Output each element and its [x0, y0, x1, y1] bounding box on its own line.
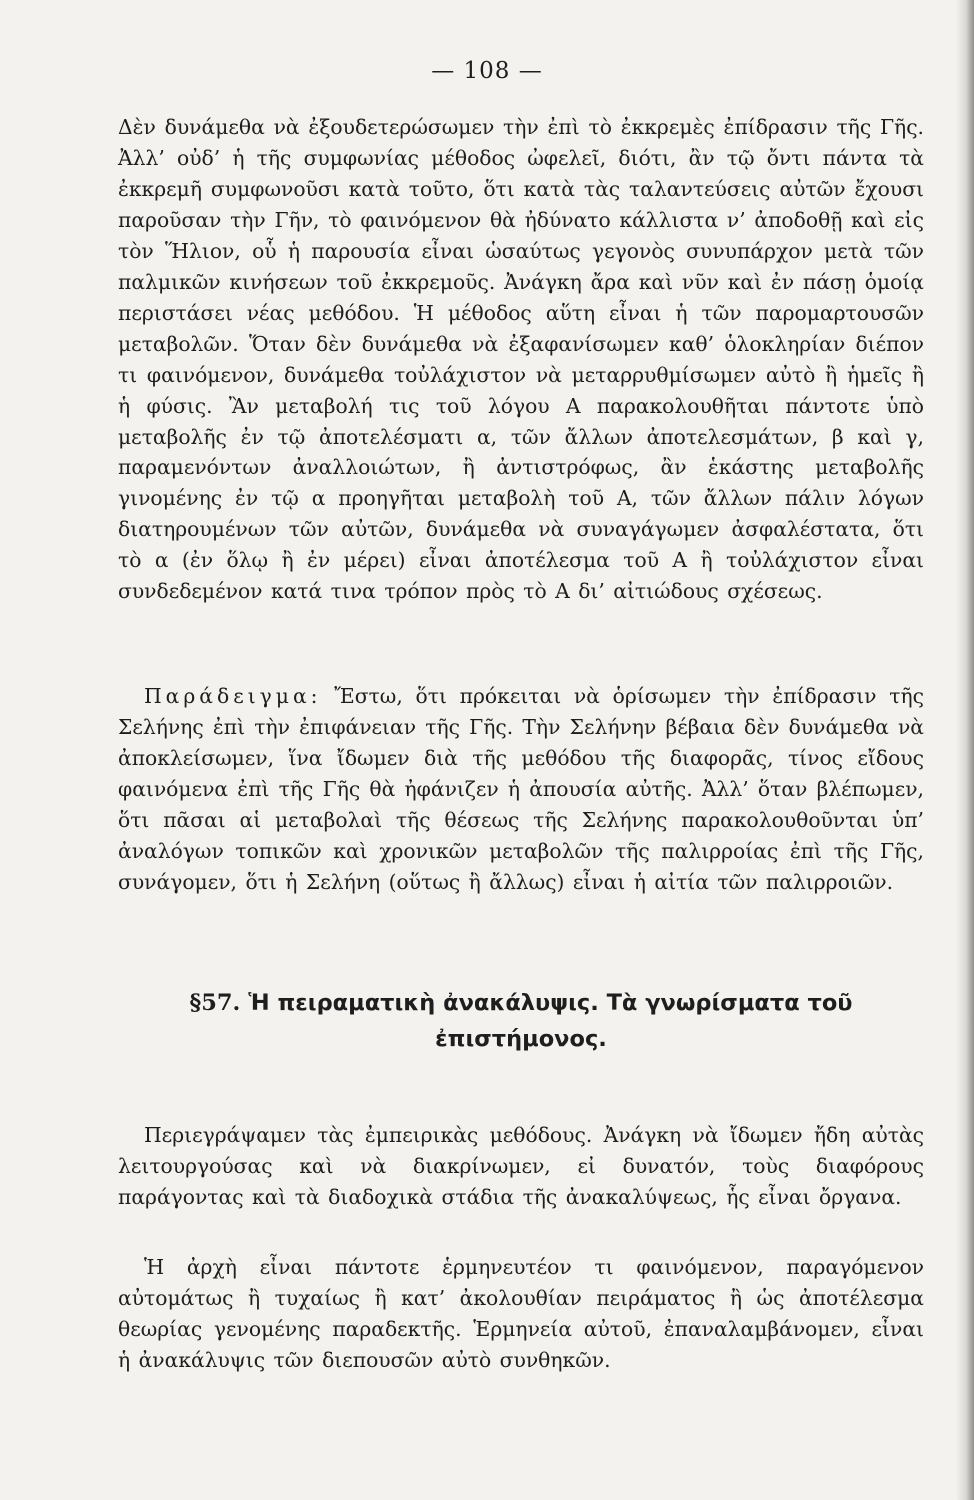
paragraph-block-1 [118, 112, 924, 607]
section-heading [118, 985, 924, 1057]
paragraph-1: Δὲν δυνάμεθα νὰ ἐξουδετερώσωμεν τὴν ἐπὶ τὸ ἐκκρεμὲς ἐπίδρασιν τῆς Γῆς. Ἀλλ’ οὐδ’ ἡ τῆς συμφωνίας μέθοδος ὠφελεῖ, διότι, ἂν τῷ ὄντι πάντα τὰ ἐκκρεμῆ συμφωνοῦσι κατὰ τοῦτο, ὅτι κατὰ τὰς ταλαντεύσεις αὐτῶν ἔχουσι παροῦσαν τὴν Γῆν, τὸ φαινόμενον θὰ ἠδύνατο κάλλιστα ν’ ἀποδοθῇ καὶ εἰς τὸν Ἥλιον, οὗ ἡ παρουσία εἶναι ὡσαύτως γεγονὸς συνυπάρχον μετὰ τῶν παλμικῶν κινήσεων τοῦ ἐκκρεμοῦς. Ἀνάγκη ἄρα καὶ νῦν καὶ ἐν πάσῃ ὁμοίᾳ περιστάσει νέας μεθόδου. Ἡ μέθοδος αὕτη εἶναι ἡ τῶν παρομαρτουσῶν μεταβολῶν. Ὅταν δὲν δυνάμεθα νὰ ἐξαφανίσωμεν καθ’ ὁλοκληρίαν διέπον τι φαινόμενον, δυνάμεθα τοὐλάχιστον νὰ μεταρρυθμίσωμεν αὐτὸ ἢ ἡμεῖς ἢ ἡ φύσις. Ἂν μεταβολή τις τοῦ λόγου Α παρακολουθῆται πάντοτε ὑπὸ μεταβολῆς ἐν τῷ ἀποτελέσματι α, τῶν ἄλλων ἀποτελεσμάτων, β καὶ γ, παραμενόντων ἀναλλοιώτων, ἢ ἀντιστρόφως, ἂν ἑκάστης μεταβολῆς γινομένης ἐν τῷ α προηγῆται μεταβολὴ τοῦ Α, τῶν ἄλλων πάλιν λόγων διατηρουμένων τῶν αὐτῶν, δυνάμεθα νὰ συναγάγωμεν ἀσφαλέστατα, ὅτι τὸ α (ἐν ὅλῳ ἢ ἐν μέρει) εἶναι ἀποτέλεσμα τοῦ Α ἢ τοὐλάχιστον εἶναι συνδεδεμένον κατά τινα τρόπον πρὸς τὸ Α δι’ αἰτιώδους σχέσεως. [118, 115, 924, 604]
paragraph-block-4 [118, 1252, 924, 1376]
paragraph-block-3 [118, 1120, 924, 1213]
section-title: Ἡ πειραματικὴ ἀνακάλυψις. Τὰ γνωρίσματα τοῦ ἐπιστήμονος. [248, 990, 853, 1052]
paragraph-3: Περιεγράψαμεν τὰς ἐμπειρικὰς μεθόδους. Ἀνάγκη νὰ ἴδωμεν ἤδη αὐτὰς λειτουργούσας καὶ νὰ διακρίνωμεν, εἰ δυνατόν, τοὺς διαφόρους παράγοντας καὶ τὰ διαδοχικὰ στάδια τῆς ἀνακαλύψεως, ἧς εἶναι ὄργανα. [118, 1123, 924, 1209]
page-edge-shadow [956, 0, 974, 1500]
paragraph-4: Ἡ ἀρχὴ εἶναι πάντοτε ἑρμηνευτέον τι φαινόμενον, παραγόμενον αὐτομάτως ἢ τυχαίως ἢ κατ’ ἀκολουθίαν πειράματος ἢ ὡς ἀποτέλεσμα θεωρίας γενομένης παραδεκτῆς. Ἑρμηνεία αὐτοῦ, ἐπαναλαμβάνομεν, εἶναι ἡ ἀνακάλυψις τῶν διεπουσῶν αὐτὸ συνθηκῶν. [118, 1255, 924, 1372]
example-text: Ἔστω, ὅτι πρόκειται νὰ ὁρίσωμεν τὴν ἐπίδρασιν τῆς Σελήνης ἐπὶ τὴν ἐπιφάνειαν τῆς Γῆς. Τὴν Σελήνην βέβαια δὲν δυνάμεθα νὰ ἀποκλείσωμεν, ἵνα ἴδωμεν διὰ τῆς μεθόδου τῆς διαφορᾶς, τίνος εἴδους φαινόμενα ἐπὶ τῆς Γῆς θὰ ἠφάνιζεν ἡ ἀπουσία αὐτῆς. Ἀλλ’ ὅταν βλέπωμεν, ὅτι πᾶσαι αἱ μεταβολαὶ τῆς θέσεως τῆς Σελήνης παρακολουθοῦνται ὑπ’ ἀναλόγων τοπικῶν καὶ χρονικῶν μεταβολῶν τῆς παλιρροίας ἐπὶ τῆς Γῆς, συνάγομεν, ὅτι ἡ Σελήνη (οὕτως ἢ ἄλλως) εἶναι ἡ αἰτία τῶν παλιρροιῶν. [118, 684, 924, 894]
page-number: — 108 — [431, 58, 543, 84]
section-number: §57. [189, 990, 241, 1016]
paragraph-block-2 [118, 681, 924, 898]
paragraph-2 [118, 681, 924, 898]
example-label: Παράδειγμα: [144, 684, 322, 708]
